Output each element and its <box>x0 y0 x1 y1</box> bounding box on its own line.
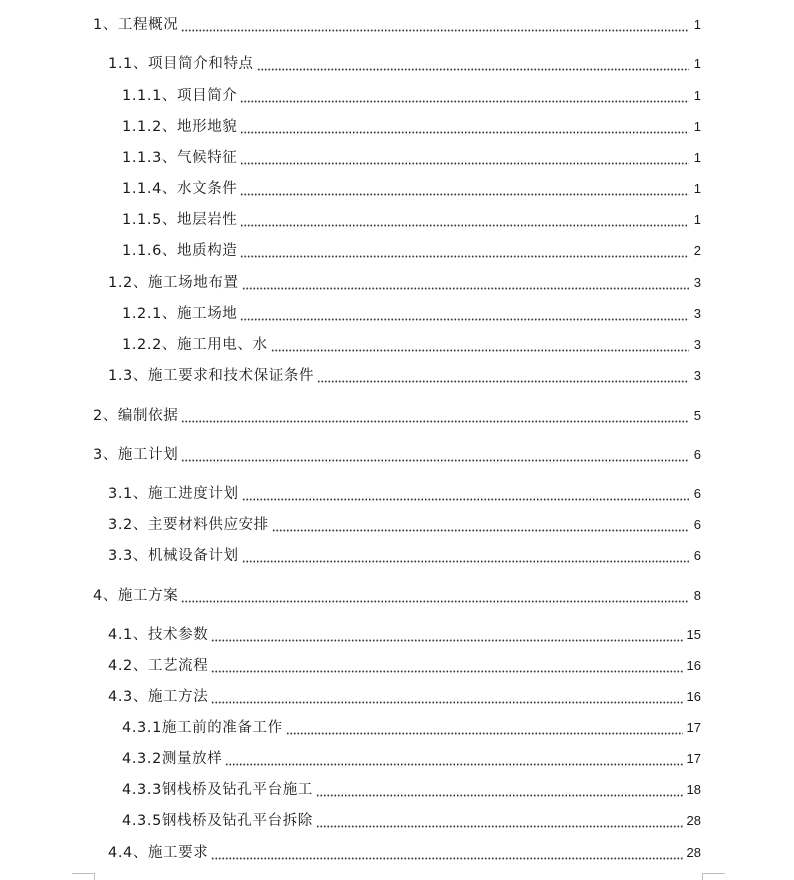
dot-leader <box>317 365 689 387</box>
dot-leader <box>181 405 689 427</box>
dot-leader <box>242 545 689 567</box>
dot-leader <box>316 810 683 832</box>
toc-entry-label: 1、工程概况 <box>93 17 179 33</box>
toc-page-number: 1 <box>693 119 701 134</box>
toc-entry[interactable] <box>122 717 701 739</box>
dot-leader <box>211 624 682 646</box>
dot-leader <box>240 209 689 231</box>
toc-entry-label: 1.1.3、气候特征 <box>122 150 238 166</box>
dot-leader <box>211 686 682 708</box>
toc-page-number: 6 <box>693 517 701 532</box>
toc-entry[interactable] <box>108 624 701 646</box>
toc-page-number: 8 <box>693 588 701 603</box>
toc-entry[interactable] <box>122 116 701 138</box>
toc-entry[interactable] <box>108 514 701 536</box>
toc-entry[interactable] <box>93 14 701 36</box>
toc-entry[interactable] <box>122 779 701 801</box>
dot-leader <box>181 585 689 607</box>
toc-page-number: 16 <box>686 689 701 704</box>
dot-leader <box>240 303 689 325</box>
toc-entry-label: 4.2、工艺流程 <box>108 658 209 674</box>
toc-entry-label: 4.3.1施工前的准备工作 <box>122 720 283 736</box>
dot-leader <box>181 14 689 36</box>
toc-entry[interactable] <box>108 483 701 505</box>
toc-entry[interactable] <box>108 842 701 864</box>
toc-entry[interactable] <box>122 334 701 356</box>
toc-entry[interactable] <box>108 545 701 567</box>
dot-leader <box>316 779 683 801</box>
toc-page-number: 1 <box>693 56 701 71</box>
toc-entry-label: 1.2、施工场地布置 <box>108 275 239 291</box>
toc-entry-label: 1.1.1、项目简介 <box>122 88 238 104</box>
toc-entry[interactable] <box>122 209 701 231</box>
toc-page-number: 1 <box>693 150 701 165</box>
toc-page-number: 2 <box>693 243 701 258</box>
toc-page-number: 28 <box>686 845 701 860</box>
dot-leader <box>240 116 689 138</box>
dot-leader <box>240 178 689 200</box>
toc-entry-label: 1.1、项目简介和特点 <box>108 56 254 72</box>
dot-leader <box>272 514 689 536</box>
toc-entry[interactable] <box>122 178 701 200</box>
dot-leader <box>240 240 689 262</box>
toc-page-number: 17 <box>686 720 701 735</box>
toc-entry[interactable] <box>108 686 701 708</box>
toc-page-number: 1 <box>693 212 701 227</box>
toc-entry[interactable] <box>93 444 701 466</box>
dot-leader <box>271 334 689 356</box>
toc-entry[interactable] <box>108 272 701 294</box>
toc-entry[interactable] <box>108 53 701 75</box>
toc-entry-label: 4.3.5钢栈桥及钻孔平台拆除 <box>122 813 313 829</box>
toc-page-number: 6 <box>693 486 701 501</box>
toc-page-number: 1 <box>693 17 701 32</box>
toc-entry-label: 4.3.2测量放样 <box>122 751 223 767</box>
toc-entry-label: 3.1、施工进度计划 <box>108 486 239 502</box>
dot-leader <box>257 53 689 75</box>
toc-page-number: 6 <box>693 548 701 563</box>
toc-entry[interactable] <box>122 810 701 832</box>
toc-entry[interactable] <box>93 585 701 607</box>
page-margin-marker-left <box>72 873 95 880</box>
toc-entry-label: 1.3、施工要求和技术保证条件 <box>108 368 315 384</box>
toc-entry[interactable] <box>122 85 701 107</box>
toc-entry-label: 3、施工计划 <box>93 447 179 463</box>
toc-entry-label: 1.1.2、地形地貌 <box>122 119 238 135</box>
toc-page-number: 1 <box>693 181 701 196</box>
dot-leader <box>242 483 689 505</box>
toc-page-number: 6 <box>693 447 701 462</box>
dot-leader <box>225 748 682 770</box>
toc-entry-label: 4.1、技术参数 <box>108 627 209 643</box>
toc-entry-label: 1.1.6、地质构造 <box>122 243 238 259</box>
dot-leader <box>240 147 689 169</box>
page-margin-marker-right <box>702 873 725 880</box>
toc-entry[interactable] <box>122 748 701 770</box>
dot-leader <box>181 444 689 466</box>
toc-page-number: 18 <box>686 782 701 797</box>
toc-entry-label: 4.3、施工方法 <box>108 689 209 705</box>
toc-page-number: 3 <box>693 368 701 383</box>
dot-leader <box>242 272 689 294</box>
toc-entry-label: 2、编制依据 <box>93 408 179 424</box>
toc-entry[interactable] <box>122 147 701 169</box>
toc-page-number: 15 <box>686 627 701 642</box>
toc-entry-label: 1.2.1、施工场地 <box>122 306 238 322</box>
toc-page-number: 5 <box>693 408 701 423</box>
toc-page-number: 3 <box>693 306 701 321</box>
toc-entry-label: 1.2.2、施工用电、水 <box>122 337 268 353</box>
toc-entry[interactable] <box>93 405 701 427</box>
toc-entry[interactable] <box>108 365 701 387</box>
dot-leader <box>211 842 682 864</box>
toc-page-number: 3 <box>693 337 701 352</box>
toc-entry-label: 1.1.4、水文条件 <box>122 181 238 197</box>
toc-entry-label: 3.2、主要材料供应安排 <box>108 517 269 533</box>
toc-page-number: 17 <box>686 751 701 766</box>
dot-leader <box>286 717 683 739</box>
toc-entry[interactable] <box>122 240 701 262</box>
toc-entry-label: 3.3、机械设备计划 <box>108 548 239 564</box>
toc-entry-label: 4.4、施工要求 <box>108 845 209 861</box>
toc-entry-label: 4、施工方案 <box>93 588 179 604</box>
toc-page-number: 16 <box>686 658 701 673</box>
toc-page-number: 1 <box>693 88 701 103</box>
toc-page-number: 3 <box>693 275 701 290</box>
toc-entry[interactable] <box>108 655 701 677</box>
dot-leader <box>240 85 689 107</box>
dot-leader <box>211 655 682 677</box>
toc-entry-label: 1.1.5、地层岩性 <box>122 212 238 228</box>
toc-entry[interactable] <box>122 303 701 325</box>
toc-page-number: 28 <box>686 813 701 828</box>
toc-entry-label: 4.3.3钢栈桥及钻孔平台施工 <box>122 782 313 798</box>
